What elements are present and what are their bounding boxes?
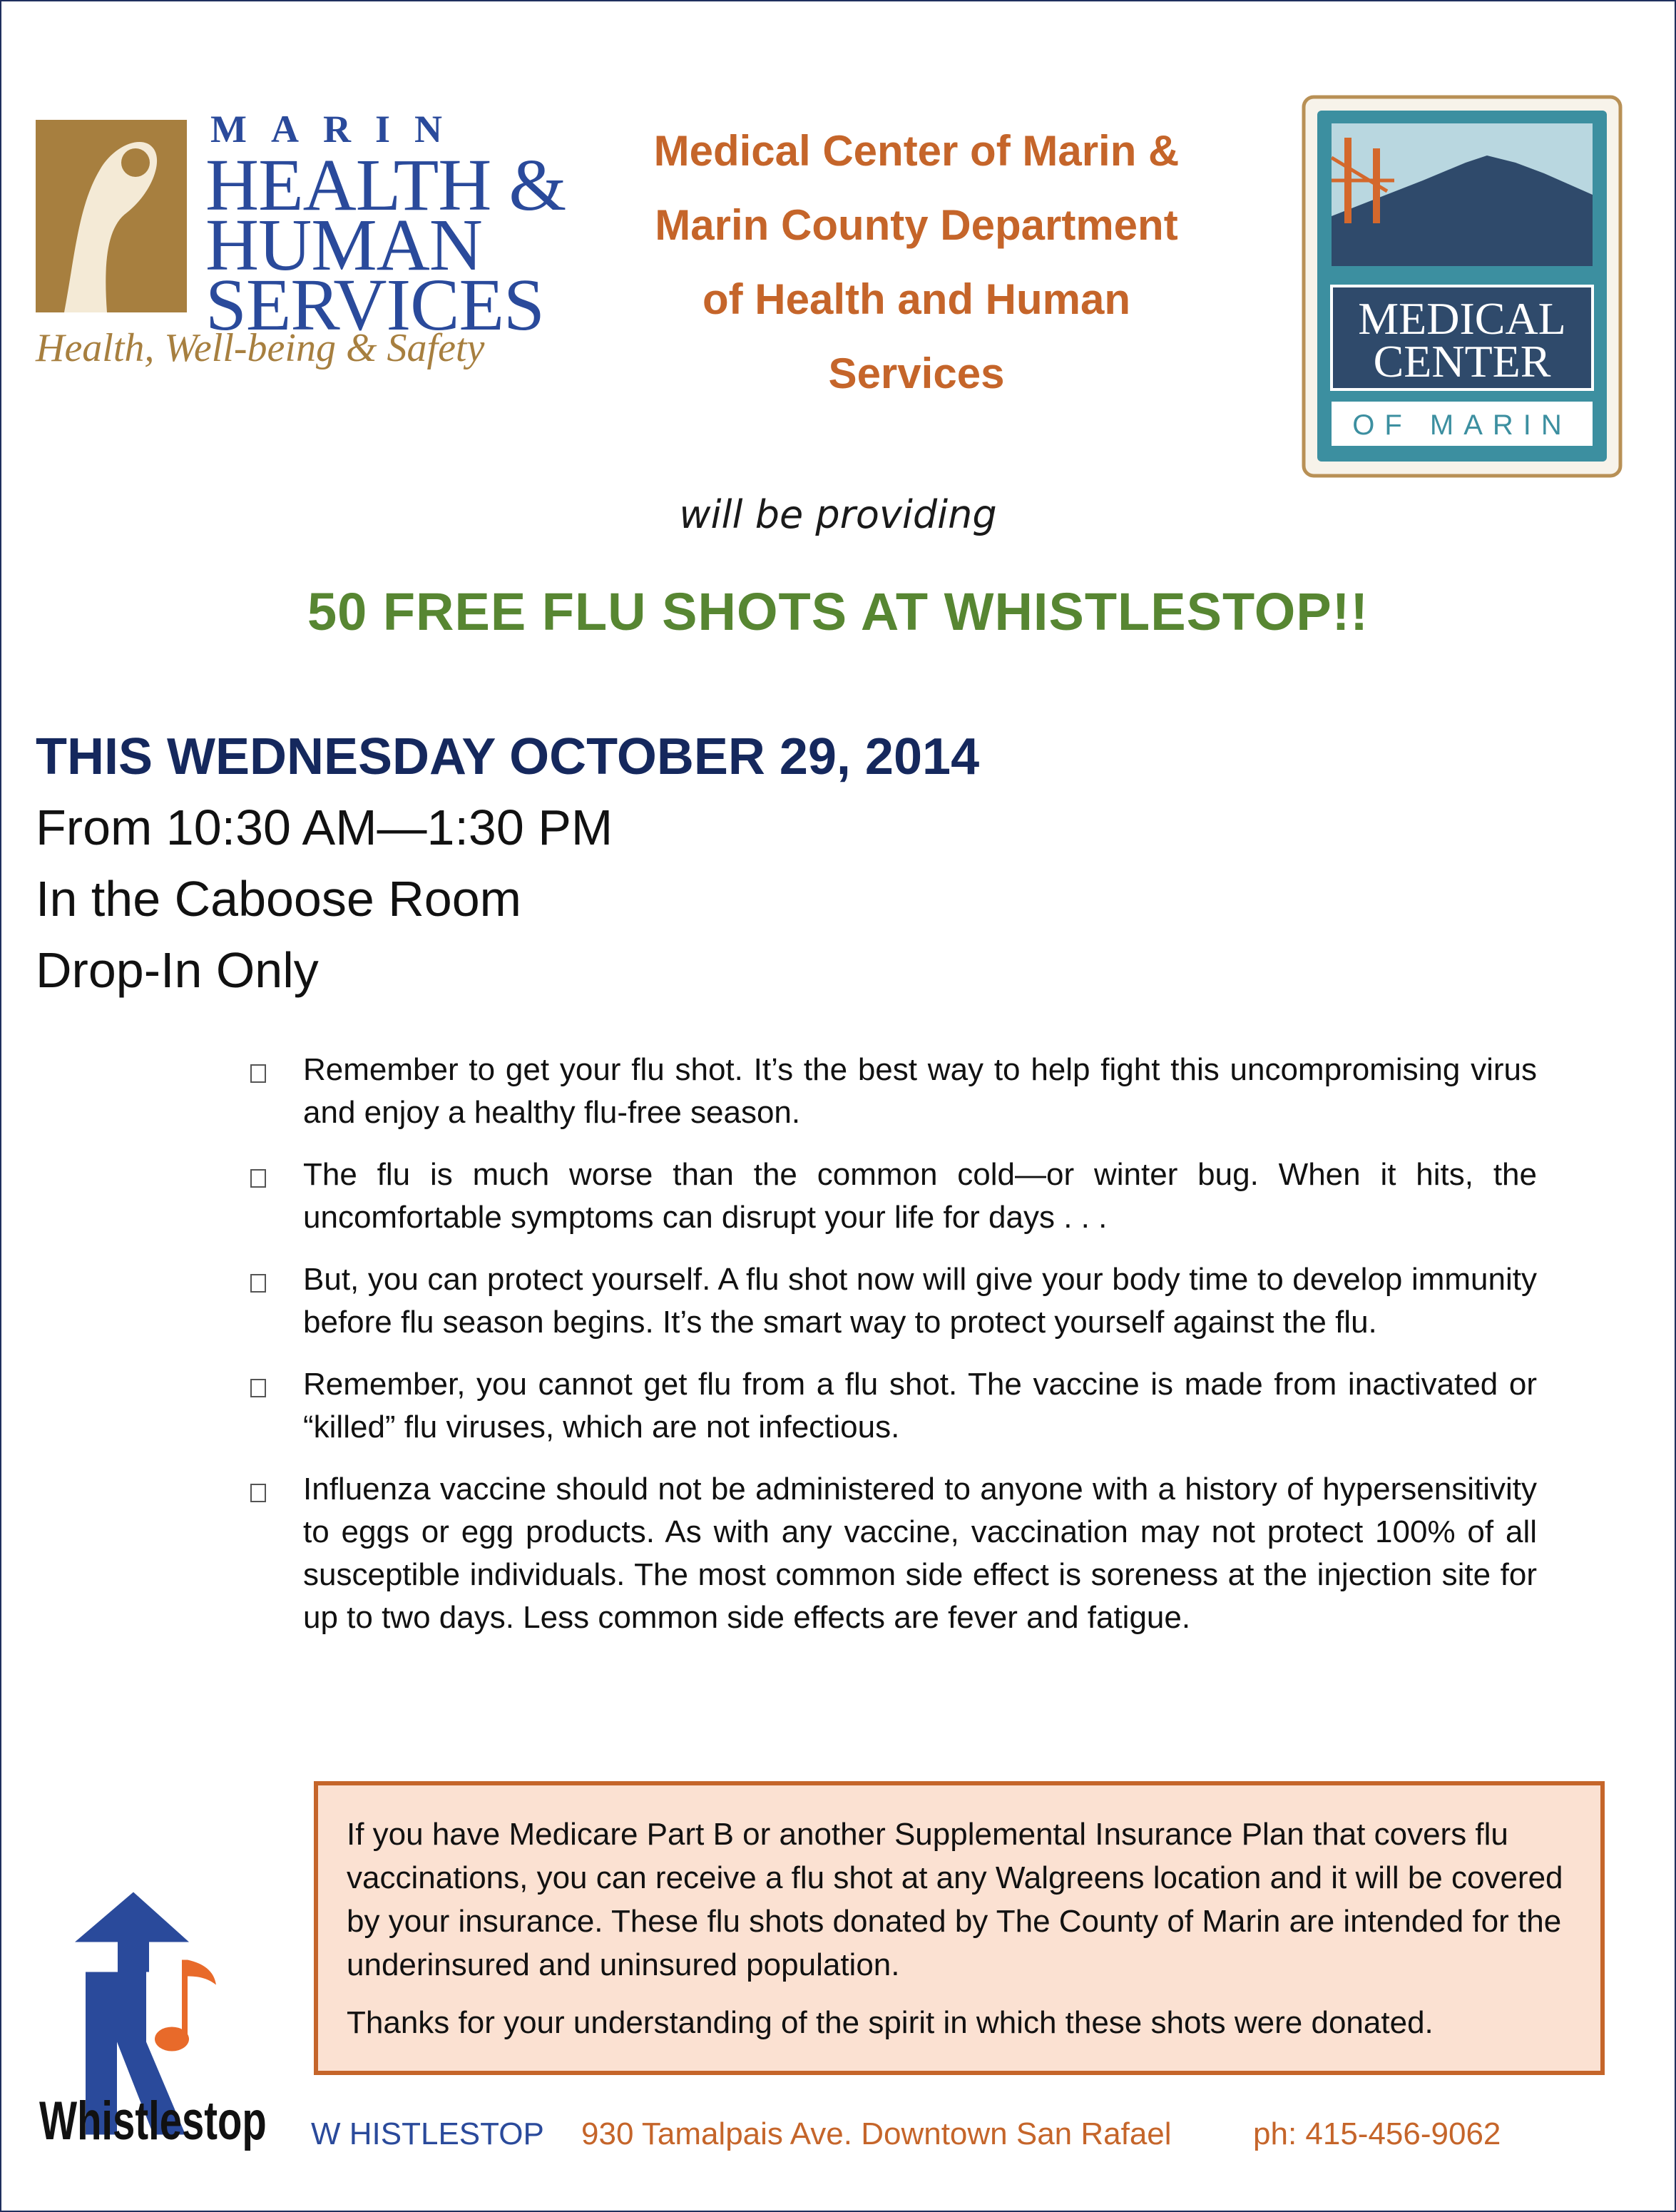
intro-text: will be providing [679,492,997,537]
headline: 50 FREE FLU SHOTS AT WHISTLESTOP!! [307,582,1369,641]
footer-org-name: W HISTLESTOP [311,2116,544,2151]
logo-marin-word: MARIN [210,108,466,151]
header-title-line: of Health and Human [702,275,1131,323]
header-title [571,114,1262,411]
event-location: In the Caboose Room [36,871,521,927]
stylized-figure-icon [36,120,187,312]
checkbox-square-icon [250,1169,266,1188]
event-format: Drop-In Only [36,942,319,998]
whistlestop-wordmark: Whistlestop [39,2091,267,2151]
bullet-list [246,1049,1537,1658]
list-item [246,1468,1537,1639]
bullet-text: But, you can protect yourself. A flu shot now will give your body time to develop immunity before flu season begins. It’s the smart way to protect yourself against the flu. [303,1262,1537,1340]
bullet-text: Remember, you cannot get flu from a flu shot. The vaccine is made from inactivated or “killed” flu viruses, which are not infectious. [303,1367,1537,1444]
logo-tagline: Health, Well-being & Safety [36,326,485,370]
list-item [246,1153,1537,1239]
header-title-line: Services [828,350,1005,397]
header-title-line: Medical Center of Marin & [653,127,1180,175]
logo-medical-word: MEDICAL [1358,293,1566,344]
footer-phone: ph: 415-456-9062 [1253,2116,1501,2151]
bullet-text: The flu is much worse than the common cold—or winter bug. When it hits, the uncomfortable symptoms can disrupt your life for days . . . [303,1157,1537,1235]
list-item [246,1258,1537,1344]
logo-of-marin-word: OF MARIN [1352,409,1572,441]
logo-health-line: HEALTH & [205,144,566,226]
checkbox-square-icon [250,1379,266,1397]
notice-paragraph: If you have Medicare Part B or another Supplemental Insurance Plan that covers flu vaccinations, you can receive a flu shot at any Walgreens location and it will be covered by your insurance. These flu shots donated by The County of Marin are intended for the underinsured and uninsured population. [347,1817,1563,1982]
bullet-text: Remember to get your flu shot. It’s the best way to help fight this uncompromising virus and enjoy a healthy flu-free season. [303,1052,1537,1130]
notice-thanks: Thanks for your understanding of the spirit in which these shots were donated. [347,2005,1434,2040]
footer-address: 930 Tamalpais Ave. Downtown San Rafael [581,2116,1172,2151]
checkbox-square-icon [250,1064,266,1083]
checkbox-square-icon [250,1274,266,1293]
medical-center-logo [1302,95,1623,478]
insurance-notice-box [314,1781,1605,2075]
bullet-text: Influenza vaccine should not be administered to anyone with a history of hypersensitivity to eggs or egg products. As with any vaccine, vaccination may not protect 100% of all susceptible individuals. The most common side effect is soreness at the injection site for up to two days. Less common side effects are fever and fatigue. [303,1472,1537,1635]
golden-gate-bridge-mountain-icon [1332,123,1593,266]
list-item [246,1049,1537,1134]
list-item [246,1363,1537,1449]
marin-hhs-logo [36,107,566,385]
event-time: From 10:30 AM—1:30 PM [36,800,613,855]
checkbox-square-icon [250,1484,266,1502]
logo-center-word: CENTER [1373,336,1551,387]
header-title-line: Marin County Department [655,201,1178,249]
event-date: THIS WEDNESDAY OCTOBER 29, 2014 [36,728,980,785]
logo-services-line: SERVICES [205,264,544,346]
logo-human-line: HUMAN [205,204,482,286]
